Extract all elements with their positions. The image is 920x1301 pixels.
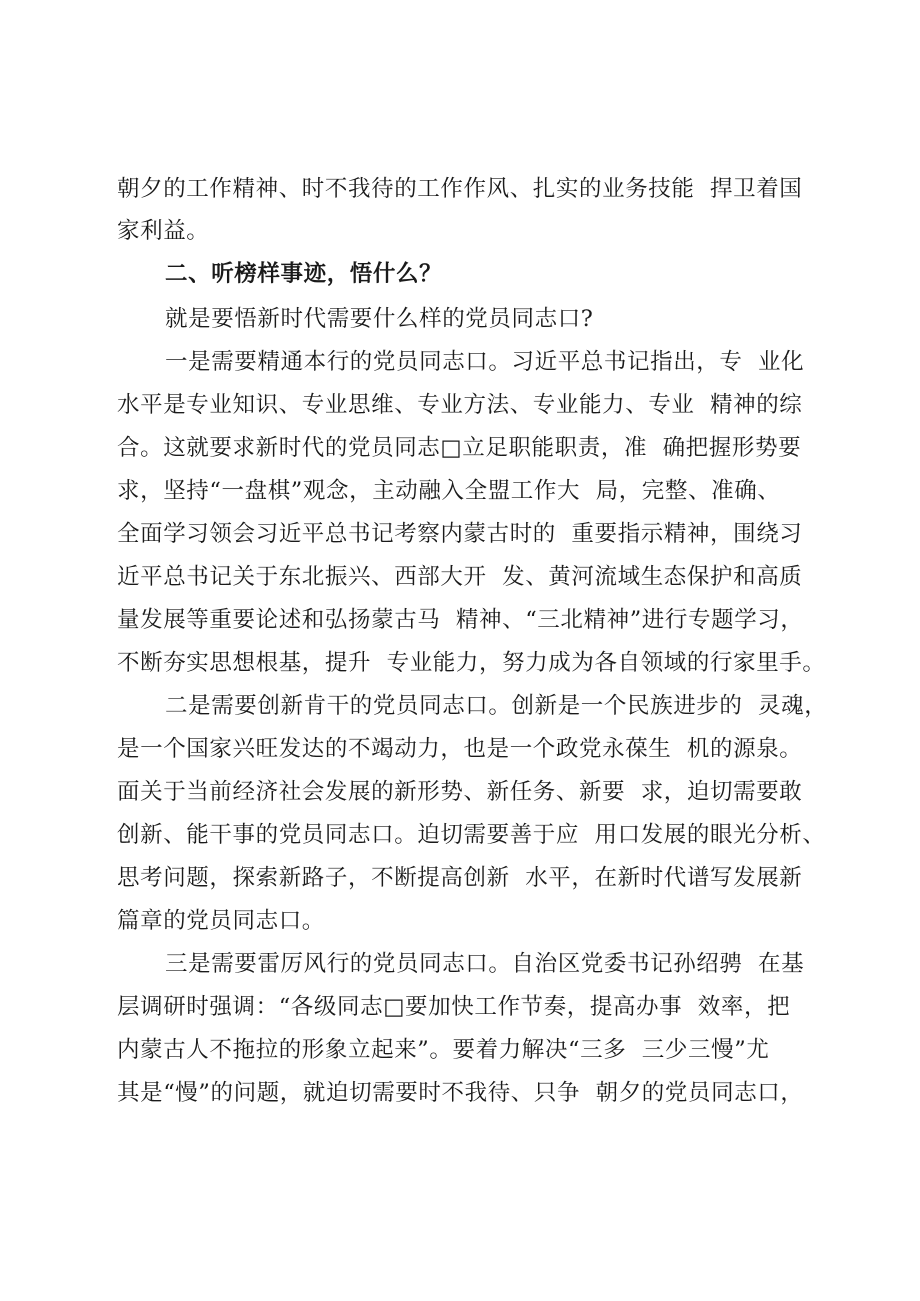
paragraph-line: 近平总书记关于东北振兴、西部大开 发、黄河流域生态保护和高质 xyxy=(117,564,803,590)
paragraph-line: 是一个国家兴旺发达的不竭动力，也是一个政党永葆生 机的源泉。 xyxy=(117,736,803,762)
paragraph-line: 朝夕的工作精神、时不我待的工作作风、扎实的业务技能 捍卫着国 xyxy=(117,176,803,202)
paragraph-line: 水平是专业知识、专业思维、专业方法、专业能力、专业 精神的综 xyxy=(117,392,803,418)
paragraph-line: 二是需要创新肯干的党员同志口。创新是一个民族进步的 灵魂， xyxy=(165,693,828,719)
paragraph-line: 一是需要精通本行的党员同志口。习近平总书记指出，专 业化 xyxy=(165,349,805,375)
paragraph-line: 其是“慢”的问题，就迫切需要时不我待、只争 朝夕的党员同志口， xyxy=(117,1080,804,1106)
section-heading: 二、听榜样事迹，悟什么？ xyxy=(165,261,443,287)
paragraph-line: 就是要悟新时代需要什么样的党员同志口? xyxy=(165,306,594,332)
paragraph-line: 创新、能干事的党员同志口。迫切需要善于应 用口发展的眼光分析、 xyxy=(117,822,826,848)
paragraph-line: 不断夯实思想根基，提升 专业能力，努力成为各自领域的行家里手。 xyxy=(117,650,826,676)
paragraph-line: 家利益。 xyxy=(117,218,210,244)
paragraph-line: 全面学习领会习近平总书记考察内蒙古时的 重要指示精神，围绕习 xyxy=(117,521,803,547)
paragraph-line: 三是需要雷厉风行的党员同志口。自治区党委书记孙绍骋 在基 xyxy=(165,951,805,977)
paragraph-line: 层调研时强调：“各级同志□要加快工作节奏，提高办事 效率，把 xyxy=(117,994,791,1020)
paragraph-line: 面关于当前经济社会发展的新形势、新任务、新要 求，迫切需要敢 xyxy=(117,779,803,805)
paragraph-line: 求，坚持“一盘棋”观念，主动融入全盟工作大 局，完整、准确、 xyxy=(117,478,781,504)
paragraph-line: 思考问题，探索新路子，不断提高创新 水平，在新时代谱写发展新 xyxy=(117,865,803,891)
paragraph-line: 篇章的党员同志口。 xyxy=(117,908,325,934)
paragraph-line: 内蒙古人不拖拉的形象立起来”。要着力解决“三多 三少三慢”尤 xyxy=(117,1037,770,1063)
paragraph-line: 合。这就要求新时代的党员同志□立足职能职责，准 确把握形势要 xyxy=(117,435,802,461)
paragraph-line: 量发展等重要论述和弘扬蒙古马 精神、“三北精神”进行专题学习， xyxy=(117,607,804,633)
